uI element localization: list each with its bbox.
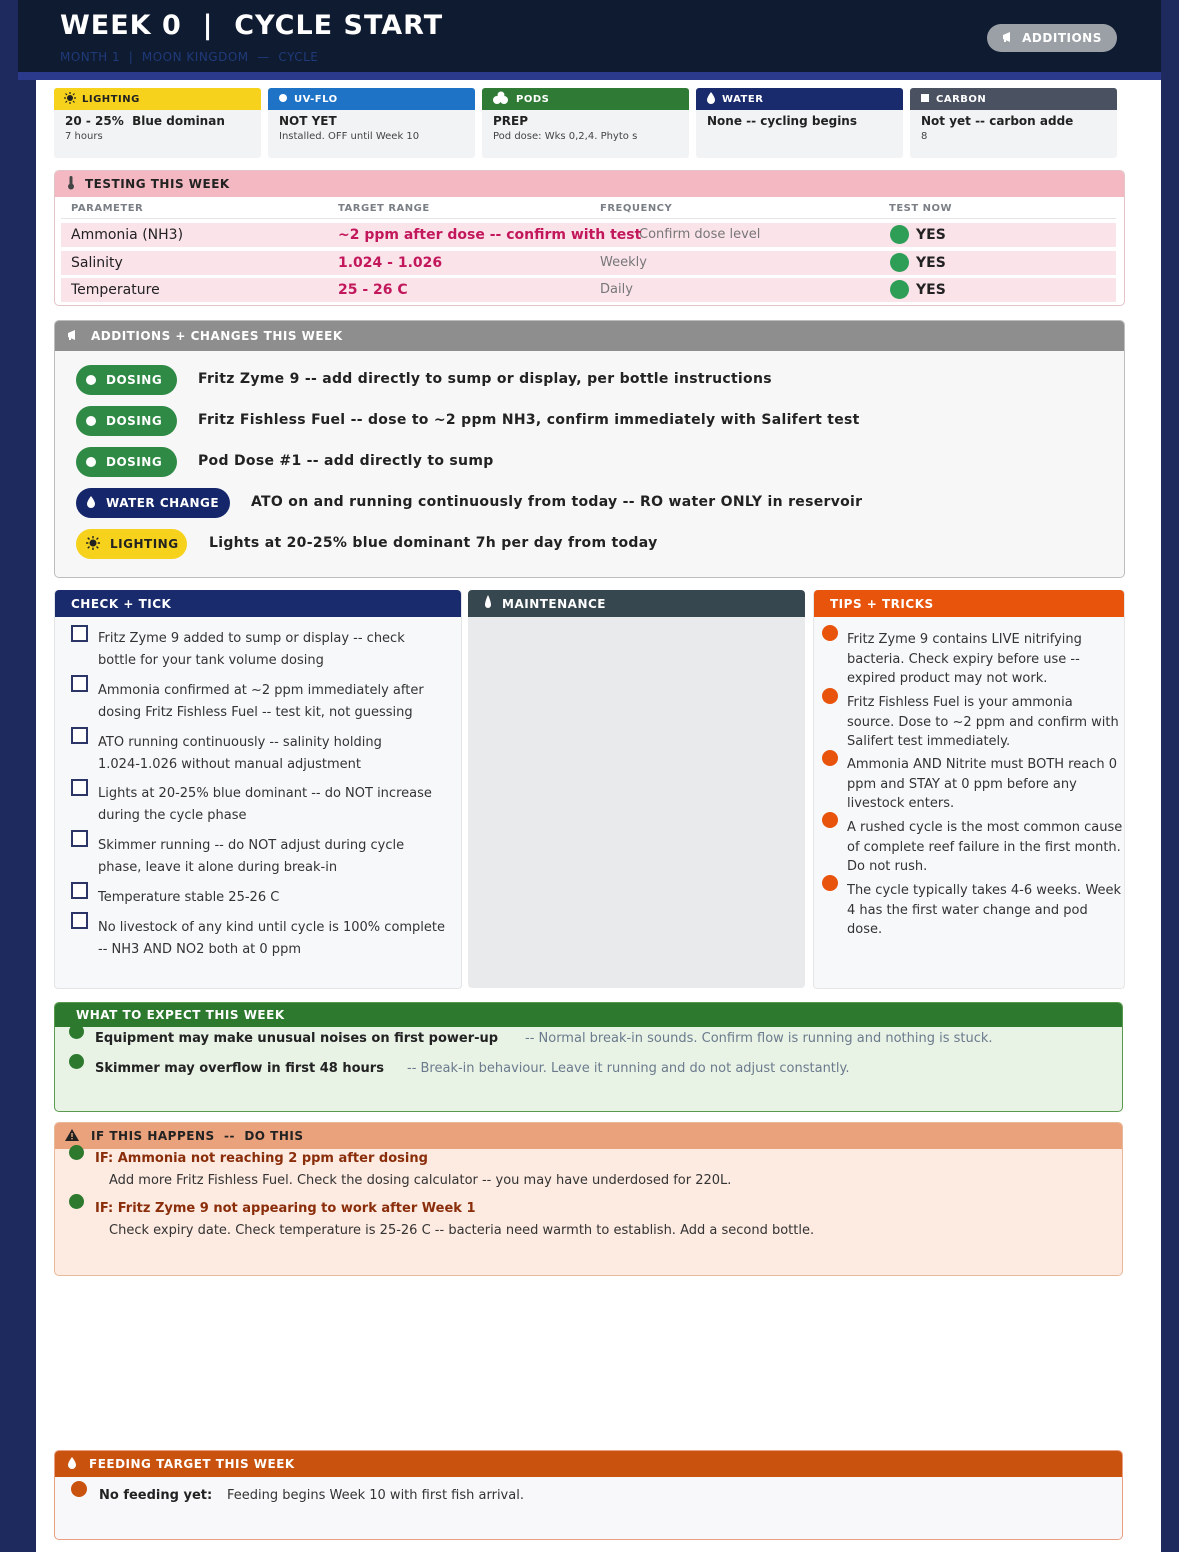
additions-section bbox=[54, 320, 1125, 578]
if-bullet-icon bbox=[69, 1194, 84, 1209]
status-card-lighting bbox=[54, 88, 261, 158]
checkbox[interactable] bbox=[71, 675, 88, 692]
check-item: Lights at 20-25% blue dominant -- do NOT increase during the cycle phase bbox=[98, 786, 432, 823]
check-item: Skimmer running -- do NOT adjust during cycle phase, leave it alone during break-in bbox=[98, 838, 405, 875]
right-frame bbox=[1161, 0, 1179, 1552]
status-card-label: LIGHTING bbox=[82, 93, 140, 105]
left-frame bbox=[0, 0, 36, 1552]
col-header-test-now: TEST NOW bbox=[889, 203, 953, 214]
dot-icon bbox=[86, 457, 96, 467]
lighting-tag: LIGHTING bbox=[76, 529, 187, 559]
status-card-water bbox=[696, 88, 903, 158]
checkbox[interactable] bbox=[71, 625, 88, 642]
check-item: Temperature stable 25-26 C bbox=[98, 890, 280, 905]
status-card-sub bbox=[696, 128, 903, 131]
target-cell: ~2 ppm after dose -- confirm with test bbox=[338, 227, 642, 243]
status-card-value: NOT YET bbox=[279, 114, 337, 128]
feeding-section bbox=[54, 1450, 1123, 1540]
target-cell: 1.024 - 1.026 bbox=[338, 255, 443, 271]
tip-bullet-icon bbox=[822, 625, 838, 641]
status-card-label: UV-FLO bbox=[294, 93, 338, 105]
tip-item: The cycle typically takes 4-6 weeks. Week 4 has the first water change and pod dose. bbox=[847, 883, 1122, 937]
tip-bullet-icon bbox=[822, 688, 838, 704]
status-dot-icon bbox=[890, 280, 909, 299]
if-action: Check expiry date. Check temperature is 25-26 C -- bacteria need warmth to establish. Add a second bottle. bbox=[109, 1223, 815, 1238]
test-now-cell: YES bbox=[916, 227, 946, 243]
tips-title: TIPS + TRICKS bbox=[830, 596, 934, 611]
tip-item: Fritz Fishless Fuel is your ammonia source. Dose to ~2 ppm and confirm with Salifert test immediately. bbox=[847, 695, 1119, 749]
status-card-uv-flo bbox=[268, 88, 475, 158]
check-item: Fritz Zyme 9 added to sump or display -- check bottle for your tank volume dosing bbox=[98, 631, 405, 668]
sun-icon bbox=[86, 536, 100, 553]
square-icon bbox=[920, 93, 930, 106]
additions-title: ADDITIONS + CHANGES THIS WEEK bbox=[91, 329, 343, 343]
maintenance-panel bbox=[468, 590, 805, 988]
col-header-parameter: PARAMETER bbox=[71, 203, 144, 214]
tip-item: A rushed cycle is the most common cause of complete reef failure in the first month. Do not rush. bbox=[847, 820, 1123, 874]
status-card-label: WATER bbox=[722, 93, 764, 105]
status-card-sub: 7 hours bbox=[65, 131, 103, 142]
dosing-tag: DOSING bbox=[76, 406, 177, 436]
addition-text: Fritz Fishless Fuel -- dose to ~2 ppm NH3, confirm immediately with Salifert test bbox=[198, 412, 860, 428]
addition-text: ATO on and running continuously from today -- RO water ONLY in reservoir bbox=[251, 494, 863, 510]
checkbox[interactable] bbox=[71, 779, 88, 796]
test-now-cell: YES bbox=[916, 255, 946, 271]
header-underline bbox=[18, 72, 1161, 80]
check-item: No livestock of any kind until cycle is 100% complete -- NH3 AND NO2 both at 0 ppm bbox=[98, 920, 446, 957]
status-card-value: 20 - 25% Blue dominan bbox=[65, 114, 225, 128]
cluster-icon bbox=[492, 91, 510, 108]
page-subtitle: MONTH 1 | MOON KINGDOM — CYCLE bbox=[60, 50, 319, 64]
drop-icon bbox=[67, 1457, 77, 1472]
feeding-label: No feeding yet: bbox=[99, 1488, 213, 1503]
status-card-sub: Pod dose: Wks 0,2,4. Phyto s bbox=[493, 131, 638, 142]
parameter-cell: Ammonia (NH3) bbox=[71, 227, 184, 243]
warning-icon bbox=[65, 1129, 79, 1144]
status-dot-icon bbox=[890, 225, 909, 244]
frequency-cell: Weekly bbox=[600, 255, 647, 270]
if-bullet-icon bbox=[69, 1145, 84, 1160]
megaphone-icon bbox=[67, 329, 81, 344]
feeding-bullet-icon bbox=[71, 1481, 87, 1497]
status-card-label: CARBON bbox=[936, 93, 987, 105]
testing-section bbox=[54, 170, 1125, 306]
tip-item: Ammonia AND Nitrite must BOTH reach 0 ppm and STAY at 0 ppm before any livestock enters. bbox=[847, 757, 1117, 811]
tip-item: Fritz Zyme 9 contains LIVE nitrifying bacteria. Check expiry before use -- expired product may not work. bbox=[847, 632, 1082, 686]
parameter-cell: Temperature bbox=[71, 282, 160, 298]
frequency-cell: Daily bbox=[600, 282, 633, 297]
if-happens-title: IF THIS HAPPENS -- DO THIS bbox=[91, 1129, 304, 1143]
addition-text: Pod Dose #1 -- add directly to sump bbox=[198, 453, 494, 469]
status-card-value: Not yet -- carbon adde bbox=[921, 114, 1074, 128]
status-card-value: None -- cycling begins bbox=[707, 114, 857, 128]
if-condition: IF: Fritz Zyme 9 not appearing to work after Week 1 bbox=[95, 1201, 476, 1216]
dosing-tag: DOSING bbox=[76, 365, 177, 395]
testing-title: TESTING THIS WEEK bbox=[85, 177, 230, 191]
expect-section bbox=[54, 1002, 1123, 1112]
check-item: Ammonia confirmed at ~2 ppm immediately after dosing Fritz Fishless Fuel -- test kit, not guessing bbox=[98, 683, 424, 720]
test-now-cell: YES bbox=[916, 282, 946, 298]
addition-text: Fritz Zyme 9 -- add directly to sump or display, per bottle instructions bbox=[198, 371, 772, 387]
expect-bullet-icon bbox=[69, 1024, 84, 1039]
target-cell: 25 - 26 C bbox=[338, 282, 408, 298]
header-divider bbox=[61, 218, 1116, 219]
sun-icon bbox=[64, 92, 76, 107]
table-row bbox=[61, 251, 1116, 275]
tips-panel bbox=[813, 590, 1125, 989]
maintenance-title: MAINTENANCE bbox=[502, 596, 606, 611]
checkbox[interactable] bbox=[71, 727, 88, 744]
expect-bullet-icon bbox=[69, 1054, 84, 1069]
tip-bullet-icon bbox=[822, 875, 838, 891]
addition-text: Lights at 20-25% blue dominant 7h per day from today bbox=[209, 535, 658, 551]
checkbox[interactable] bbox=[71, 830, 88, 847]
expect-item-note: -- Normal break-in sounds. Confirm flow is running and nothing is stuck. bbox=[525, 1031, 993, 1046]
status-card-sub: 8 bbox=[921, 131, 928, 142]
status-card-value: PREP bbox=[493, 114, 529, 128]
additions-button[interactable] bbox=[987, 24, 1117, 52]
if-action: Add more Fritz Fishless Fuel. Check the dosing calculator -- you may have underdosed for 220L. bbox=[109, 1173, 732, 1188]
feeding-title: FEEDING TARGET THIS WEEK bbox=[89, 1457, 295, 1471]
status-dot-icon bbox=[890, 253, 909, 272]
expect-item-title: Skimmer may overflow in first 48 hours bbox=[95, 1061, 384, 1076]
expect-item-note: -- Break-in behaviour. Leave it running and do not adjust constantly. bbox=[407, 1061, 850, 1076]
checkbox[interactable] bbox=[71, 882, 88, 899]
page-title: WEEK 0 | CYCLE START bbox=[60, 10, 444, 41]
dot-icon bbox=[86, 416, 96, 426]
status-card-carbon bbox=[910, 88, 1117, 158]
parameter-cell: Salinity bbox=[71, 255, 123, 271]
water-change-tag: WATER CHANGE bbox=[76, 488, 230, 518]
bottle-icon bbox=[484, 595, 492, 612]
tip-bullet-icon bbox=[822, 750, 838, 766]
drop-icon bbox=[86, 496, 96, 511]
frequency-cell: Confirm dose level bbox=[639, 227, 761, 242]
expect-title: WHAT TO EXPECT THIS WEEK bbox=[55, 1003, 1122, 1027]
thermometer-icon bbox=[67, 176, 75, 193]
checkbox[interactable] bbox=[71, 912, 88, 929]
tip-bullet-icon bbox=[822, 812, 838, 828]
dot-icon bbox=[86, 375, 96, 385]
status-card-label: PODS bbox=[516, 93, 550, 105]
col-header-frequency: FREQUENCY bbox=[600, 203, 673, 214]
table-row bbox=[61, 278, 1116, 302]
drop-icon bbox=[706, 92, 716, 107]
megaphone-icon bbox=[1002, 31, 1016, 46]
status-card-pods bbox=[482, 88, 689, 158]
check-title: CHECK + TICK bbox=[71, 596, 172, 611]
expect-item-title: Equipment may make unusual noises on first power-up bbox=[95, 1031, 499, 1046]
if-condition: IF: Ammonia not reaching 2 ppm after dosing bbox=[95, 1151, 428, 1166]
dot-icon bbox=[278, 93, 288, 106]
additions-button-label: ADDITIONS bbox=[1022, 31, 1102, 45]
feeding-text: Feeding begins Week 10 with first fish arrival. bbox=[227, 1488, 524, 1503]
col-header-target: TARGET RANGE bbox=[338, 203, 430, 214]
check-panel bbox=[54, 590, 462, 989]
if-happens-section bbox=[54, 1122, 1123, 1276]
table-row bbox=[61, 223, 1116, 247]
check-item: ATO running continuously -- salinity holding 1.024-1.026 without manual adjustment bbox=[98, 735, 382, 772]
status-card-sub: Installed. OFF until Week 10 bbox=[279, 131, 420, 142]
dosing-tag: DOSING bbox=[76, 447, 177, 477]
